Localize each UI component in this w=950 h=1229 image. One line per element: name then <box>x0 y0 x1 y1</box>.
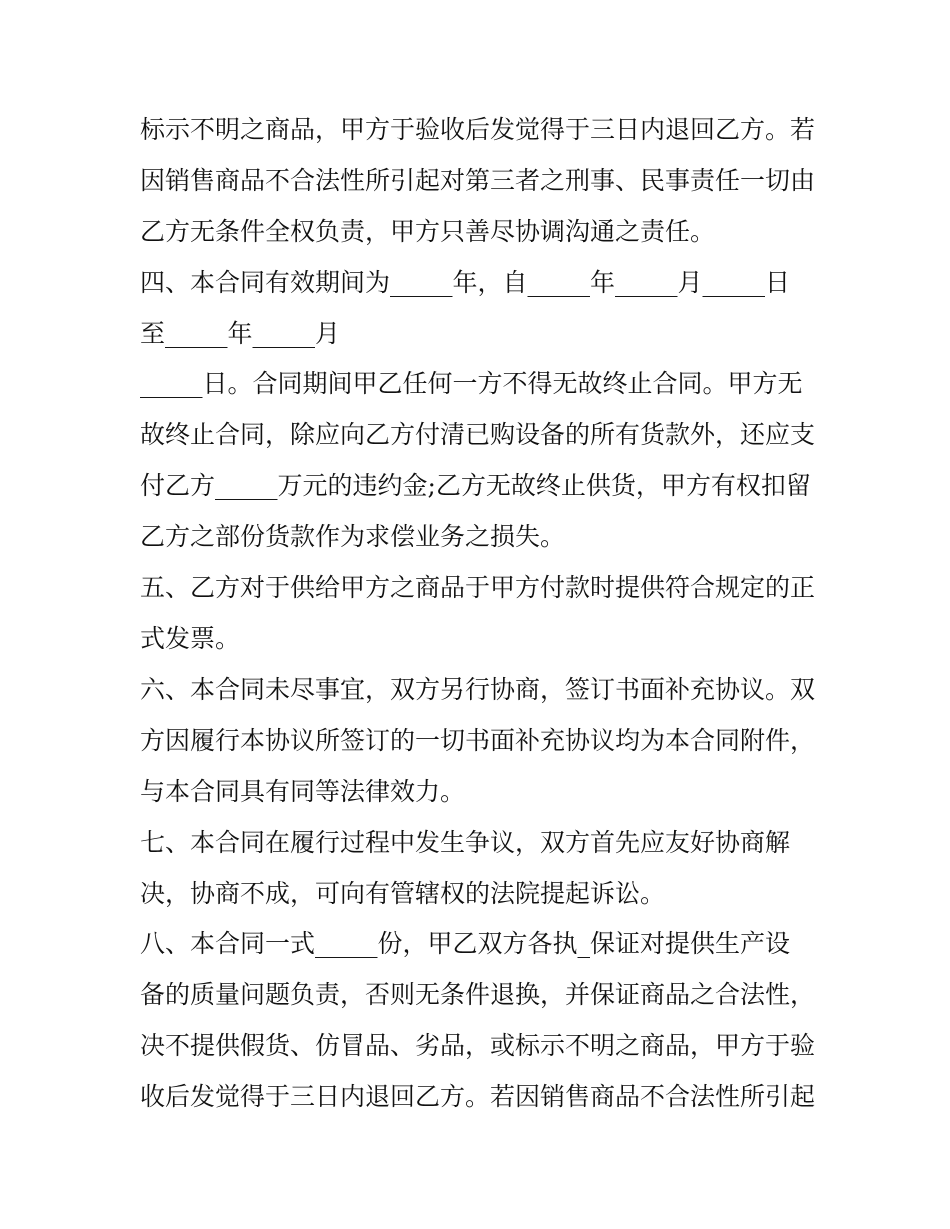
text-line: 故终止合同，除应向乙方付清已购设备的所有货款外，还应支 <box>140 420 816 449</box>
text-line: 七、本合同在履行过程中发生争议，双方首先应友好协商解 <box>140 828 791 857</box>
text-line: 六、本合同未尽事宜，双方另行协商，签订书面补充协议。双 <box>140 675 816 704</box>
text-line: 方因履行本协议所签订的一切书面补充协议均为本合同附件， <box>140 726 816 755</box>
text-line: 至_____年_____月 <box>140 319 341 348</box>
text-line: _____日。合同期间甲乙任何一方不得无故终止合同。甲方无 <box>140 369 803 398</box>
text-line: 备的质量问题负责，否则无条件退换，并保证商品之合法性， <box>140 980 816 1009</box>
text-line: 收后发觉得于三日内退回乙方。若因销售商品不合法性所引起 <box>140 1082 816 1111</box>
text-line: 因销售商品不合法性所引起对第三者之刑事、民事责任一切由 <box>140 166 816 195</box>
text-line: 决，协商不成，可向有管辖权的法院提起诉讼。 <box>140 879 666 908</box>
text-line: 四、本合同有效期间为_____年，自_____年_____月_____日 <box>140 268 791 297</box>
text-line: 付乙方_____万元的违约金;乙方无故终止供货，甲方有权扣留 <box>140 471 811 500</box>
text-line: 与本合同具有同等法律效力。 <box>140 777 466 806</box>
text-line: 五、乙方对于供给甲方之商品于甲方付款时提供符合规定的正 <box>140 573 816 602</box>
text-line: 乙方之部份货款作为求偿业务之损失。 <box>140 522 566 551</box>
text-line: 标示不明之商品，甲方于验收后发觉得于三日内退回乙方。若 <box>140 115 816 144</box>
text-line: 八、本合同一式_____份，甲乙双方各执_保证对提供生产设 <box>140 929 791 958</box>
text-line: 决不提供假货、仿冒品、劣品，或标示不明之商品，甲方于验 <box>140 1031 816 1060</box>
text-line: 式发票。 <box>140 624 241 653</box>
text-line: 乙方无条件全权负责，甲方只善尽协调沟通之责任。 <box>140 217 716 246</box>
